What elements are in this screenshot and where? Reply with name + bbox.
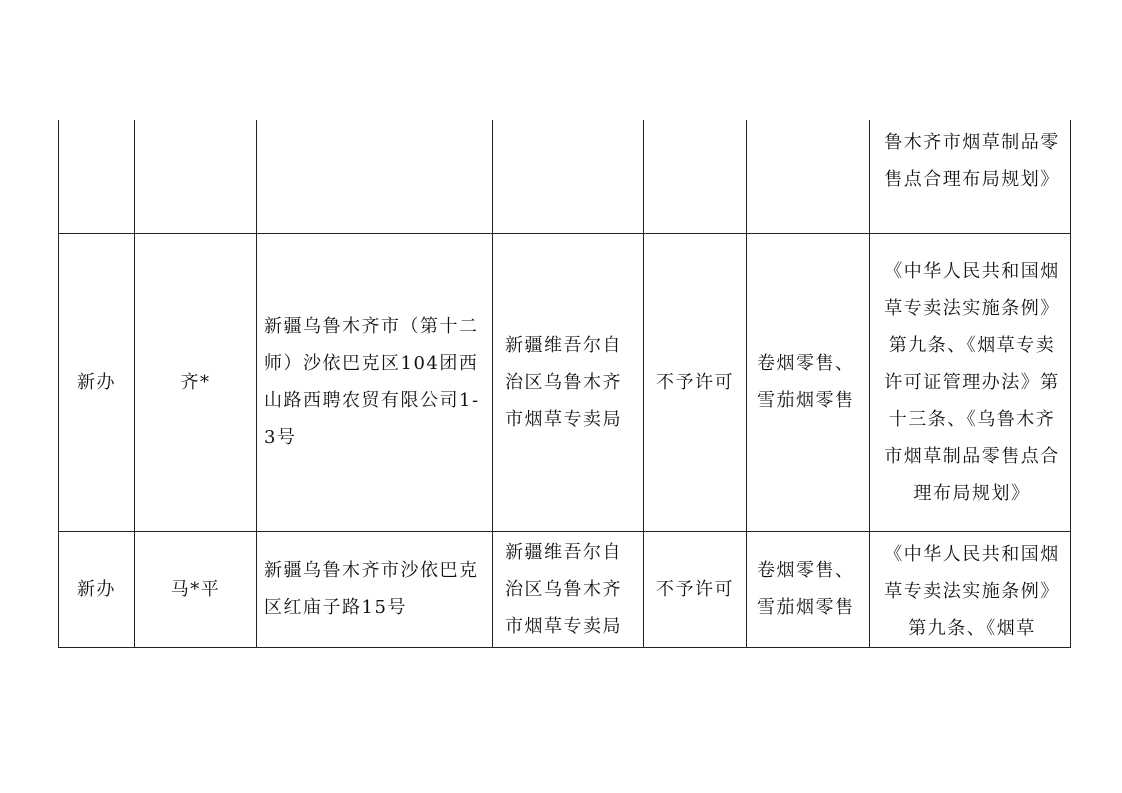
license-type-cell: 新办 bbox=[59, 531, 135, 647]
applicant-name-cell: 马*平 bbox=[135, 531, 257, 647]
license-type-cell: 新办 bbox=[59, 233, 135, 531]
address-cell: 新疆乌鲁木齐市（第十二师）沙依巴克区104团西山路西聘农贸有限公司1-3号 bbox=[257, 233, 493, 531]
legal-basis-cell: 《中华人民共和国烟草专卖法实施条例》第九条、《烟草专卖许可证管理办法》第十三条、《乌鲁木齐市烟草制品零售点合理布局规划》 bbox=[870, 233, 1071, 531]
license-type-cell bbox=[59, 120, 135, 233]
decision-result-cell bbox=[644, 120, 747, 233]
business-scope-cell: 卷烟零售、雪茄烟零售 bbox=[747, 233, 870, 531]
business-scope-cell: 卷烟零售、雪茄烟零售 bbox=[747, 531, 870, 647]
table-row bbox=[59, 531, 1071, 647]
legal-basis-cell: 《中华人民共和国烟草专卖法实施条例》第九条、《烟草 bbox=[870, 531, 1071, 647]
authority-cell bbox=[493, 120, 644, 233]
legal-basis-cell: 鲁木齐市烟草制品零售点合理布局规划》 bbox=[870, 120, 1071, 233]
table-row bbox=[59, 120, 1071, 233]
applicant-name-cell: 齐* bbox=[135, 233, 257, 531]
business-scope-cell bbox=[747, 120, 870, 233]
authority-cell: 新疆维吾尔自治区乌鲁木齐市烟草专卖局 bbox=[493, 233, 644, 531]
table-row bbox=[59, 233, 1071, 531]
address-cell: 新疆乌鲁木齐市沙依巴克区红庙子路15号 bbox=[257, 531, 493, 647]
license-decision-table bbox=[58, 120, 1071, 648]
decision-result-cell: 不予许可 bbox=[644, 233, 747, 531]
authority-cell: 新疆维吾尔自治区乌鲁木齐市烟草专卖局 bbox=[493, 531, 644, 647]
applicant-name-cell bbox=[135, 120, 257, 233]
decision-result-cell: 不予许可 bbox=[644, 531, 747, 647]
address-cell bbox=[257, 120, 493, 233]
